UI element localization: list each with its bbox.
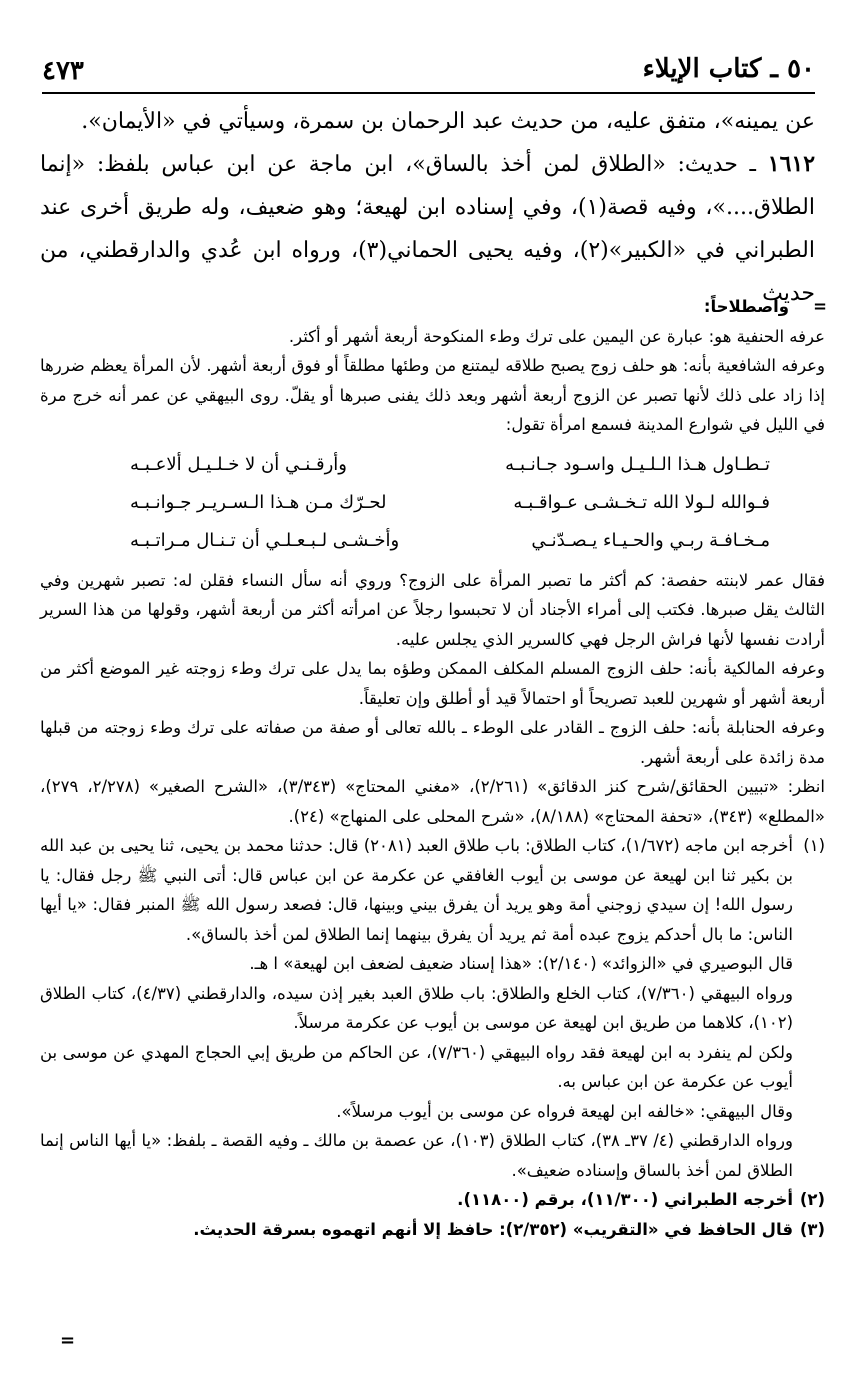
hadith-text: ـ حديث: «الطلاق لمن أخذ بالساق»، ابن ماجة عن ابن عباس بلفظ: «إنما الطلاق....»، وفيه قصة(١)، وفي إسناده ابن لهيعة؛ وهو ضعيف، وله طريق أخرى عند الطبراني في «الكبير»(٢)، وفيه يحيى الحماني(٣)، ورواه ابن عُدي والدارقطني، من حديث — [40, 152, 815, 306]
footnotes — [40, 292, 825, 1244]
running-title: ٥٠ ـ كتاب الإيلاء — [642, 54, 815, 84]
footnote-3-number: (٣) — [799, 1219, 825, 1239]
maliki-definition: وعرفه المالكية بأنه: حلف الزوج المسلم المكلف الممكن وطؤه بما يدل على ترك وطء زوجته غير الموضع أكثر من أربعة أشهر أو شهرين للعبد تصريحاً أو احتمالاً قيد أو أطلق وإن تعليقاً. — [40, 659, 825, 708]
poem-verse-2 — [40, 484, 825, 522]
hanbali-definition: وعرفه الحنابلة بأنه: حلف الزوج ـ القادر على الوطء ـ بالله تعالى أو صفة من صفاته على ترك وطء زوجته من قبلها مدة زائدة على أربعة أشهر. — [40, 718, 825, 767]
page-header — [42, 44, 815, 94]
verse-second-hemistich: وأرقـنـي أن لا خـلـيـل ألاعـبـه — [130, 453, 347, 475]
verse-first-hemistich: مـخـافـة ربـي والحـيـاء يـصـدّنـي — [531, 529, 770, 551]
verse-second-hemistich: وأخـشـى لـبـعـلـي أن تـنـال مـراتـبـه — [130, 529, 400, 551]
shafii-definition: وعرفه الشافعية بأنه: هو حلف زوج يصبح طلاقه ليمتنع من وطئها مطلقاً أو فوق أربعة أشهر. لأن المرأة يعظم ضررها إذا زاد على ذلك لأنها تصبر عن الزوج أربعة أشهر وبعد ذلك يفنى صبرها أو يقلّ. روى البيهقي عن عمر أنه خرج مرة في الليل في شوارع المدينة فسمع امرأة تقول: — [40, 356, 825, 434]
main-text — [40, 100, 815, 315]
end-continuation-mark: = — [60, 1330, 76, 1351]
footnote-3 — [40, 1215, 825, 1245]
footnote-1-text: أخرجه ابن ماجه (١/٦٧٢)، كتاب الطلاق: باب طلاق العبد (٢٠٨١) قال: حدثنا محمد بن يحيى، ثنا يحيى بن عبد الله بن بكير ثنا ابن لهيعة عن موسى بن أيوب الغافقي عن عكرمة عن ابن عباس قال: أتى النبي ﷺ رجل فقال: يا رسول الله! إن سيدي زوجني أمة وهو يريد أن يفرق بيني وبينها، قال: فصعد رسول الله ﷺ المنبر فقال: «يا أيها الناس: ما بال أحدكم يزوج عبده أمة ثم يريد أن يفرق بينهما إنما الطلاق لمن أخذ بالساق». — [40, 836, 793, 944]
page-number: ٤٧٣ — [42, 56, 84, 86]
footnote-3-text: قال الحافظ في «التقريب» (٢/٣٥٢): حافظ إلا أنهم اتهموه بسرقة الحديث. — [193, 1219, 793, 1239]
footnote-1-number: (١) — [803, 836, 825, 855]
umar-story: فقال عمر لابنته حفصة: كم أكثر ما تصبر المرأة على الزوج؟ وروي أنه سأل النساء فقلن له: تصبر شهرين وفي الثالث يقل صبرها. فكتب إلى أمراء الأجناد أن لا تحبسوا رجلاً عن امرأته أكثر من أربعة أشهر، وقولها من هذا السرير أرادت نفسها لأنها فراش الرجل فهي كالسرير الذي يجلس عليه. — [40, 570, 825, 649]
verse-second-hemistich: لحـرّك مـن هـذا الـسـريـر جـوانـبـه — [130, 491, 387, 513]
footnote-1-bayhaqi: ورواه البيهقي (٧/٣٦٠)، كتاب الخلع والطلاق: باب طلاق العبد بغير إذن سيده، والدارقطني (٤/٣٧)، كتاب الطلاق (١٠٢)، كلاهما من طريق ابن لهيعة عن موسى بن أيوب عن عكرمة مرسلاً. — [40, 983, 793, 1032]
poem — [40, 446, 825, 560]
hanafi-definition: عرفه الحنفية هو: عبارة عن اليمين على ترك وطء المنكوحة أربعة أشهر أو أكثر. — [288, 326, 825, 346]
footnote-2-number: (٢) — [799, 1190, 825, 1209]
verse-first-hemistich: تـطـاول هـذا الـلـيـل واسـود جـانـبـه — [505, 453, 770, 475]
hadith-paragraph — [40, 143, 815, 315]
section-heading-text: واصطلاحاً: — [703, 297, 789, 316]
footnote-2-text: أخرجه الطبراني (١١/٣٠٠)، برقم (١١٨٠٠). — [457, 1190, 793, 1209]
continuation-mark: = — [813, 297, 827, 316]
verse-first-hemistich: فـوالله لـولا الله تـخـشـى عـواقـبـه — [513, 491, 770, 513]
footnote-1-busiri: قال البوصيري في «الزوائد» (٢/١٤٠): «هذا إسناد ضعيف لضعف ابن لهيعة» ا هـ. — [249, 954, 793, 973]
poem-verse-1 — [40, 446, 825, 484]
main-line-1: عن يمينه»، متفق عليه، من حديث عبد الرحمان بن سمرة، وسيأتي في «الأيمان». — [81, 109, 815, 134]
hadith-number: ١٦١٢ — [767, 151, 816, 177]
footnote-1-daraqutni: ورواه الدارقطني (٤/ ٣٧ـ ٣٨)، كتاب الطلاق (١٠٣)، عن عصمة بن مالك ـ وفيه القصة ـ بلفظ: «يا أيها الناس إنما الطلاق لمن أخذ بالساق وإسناده ضعيف». — [40, 1131, 793, 1180]
footnote-2 — [40, 1185, 825, 1215]
footnote-1 — [40, 831, 825, 949]
footnote-1-bayhaqi-quote: وقال البيهقي: «خالفه ابن لهيعة فرواه عن موسى بن أيوب مرسلاً». — [336, 1101, 793, 1121]
footnote-1-hakim: ولكن لم ينفرد به ابن لهيعة فقد رواه البيهقي (٧/٣٦٠)، عن الحاكم من طريق إبي الحجاج المهدي عن موسى بن أيوب عن عكرمة عن ابن عباس به. — [40, 1042, 793, 1091]
section-heading — [40, 292, 825, 322]
poem-verse-3 — [40, 522, 825, 560]
header-rule — [42, 92, 815, 94]
references: انظر: «تبيين الحقائق/شرح كنز الدقائق» (٢/٢٦١)، «مغني المحتاج» (٣/٣٤٣)، «الشرح الصغير» (٢/٢٧٨، ٢٧٩)، «المطلع» (٣٤٣)، «تحفة المحتاج» (٨/١٨٨)، «شرح المحلى على المنهاج» (٢٤). — [40, 777, 825, 826]
